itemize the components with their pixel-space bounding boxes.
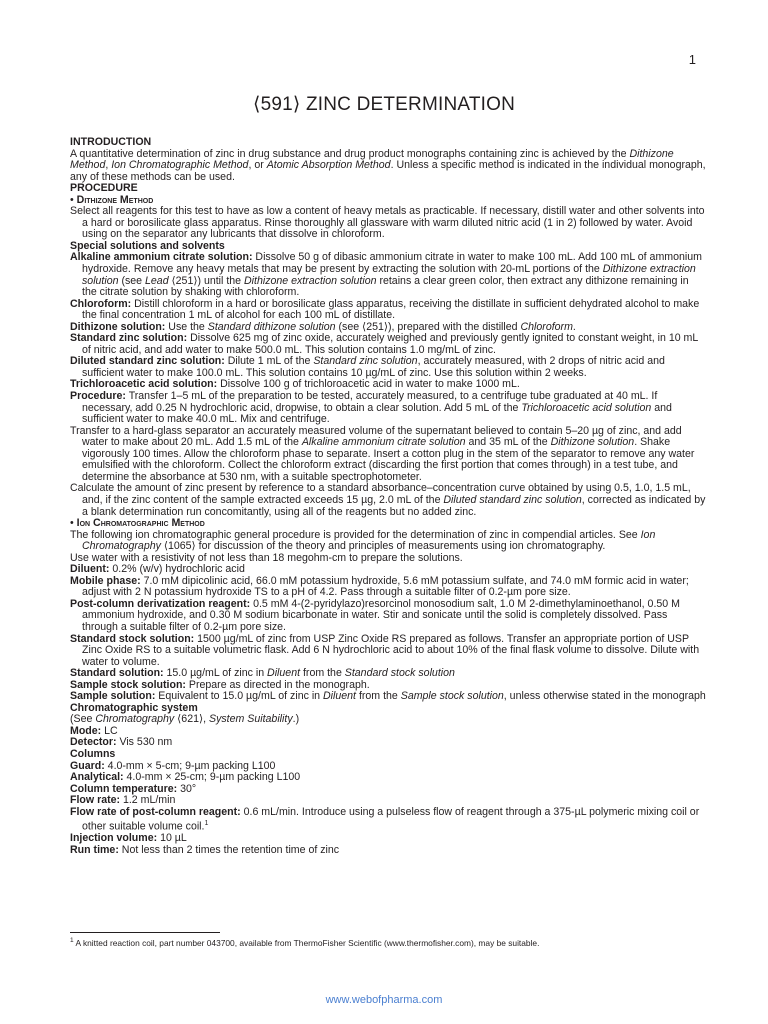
procedure-heading: PROCEDURE <box>70 182 138 195</box>
special-solutions-heading: Special solutions and solvents <box>70 239 225 252</box>
intro-paragraph: A quantitative determination of zinc in drug substance and drug product monographs containing zinc is achieved by the Dithizone Method, Ion Chromatographic Method, or Atomic Absorption Method. Unless a specific method is indicated in the individual monograph, any of these methods can be used. <box>70 147 706 183</box>
chloroform-solution: Chloroform: Distill chloroform in a hard or borosilicate glass apparatus, receiving the distillate in sufficient dehydrated alcohol to make the final concentration 1 mL of alcohol for each 100 mL of distillate. <box>70 297 700 322</box>
footnote: $^1$ A knitted reaction coil, part number 043700, available from ThermoFisher Scientific (www.thermofisher.com), may be suitable. <box>70 937 540 948</box>
detector: Detector: Vis 530 nm <box>70 736 173 749</box>
footnote-divider <box>70 932 220 933</box>
post-column-flow-rate: Flow rate of post-column reagent: 0.6 mL/min. Introduce using a pulseless flow of reagent through a 375-µL polymeric mixing coil or other suitable volume coil.$^1$ <box>70 805 700 833</box>
mobile-phase: Mobile phase: 7.0 mM dipicolinic acid, 66.0 mM potassium hydroxide, 5.6 mM potassium sulfate, and 74.0 mM formic acid in water; adjust with 2 N potassium hydroxide TS to a pH of 4.2. Pass through a suitable filter of 0.2-µm pore size. <box>70 574 689 599</box>
sample-stock-solution: Sample stock solution: Prepare as directed in the monograph. <box>70 678 370 691</box>
diluted-zinc-solution: Diluted standard zinc solution: Dilute 1 mL of the Standard zinc solution, accurately measured, with 2 drops of nitric acid and sufficient water to make 100.0 mL. This solution contains 10 µg/mL of zinc. Use this solution within 2 weeks. <box>70 355 665 379</box>
column-temperature: Column temperature: 30° <box>70 782 197 795</box>
footnote-marker: 1 <box>70 937 74 944</box>
website-link[interactable]: www.webofpharma.com <box>325 994 443 1006</box>
ion-heading: • Ion Chromatographic Method <box>70 517 205 530</box>
ion-intro: The following ion chromatographic general procedure is provided for the determination of zinc in compendial articles. See Ion Chromatography ⟨1065⟩ for discussion of the theory and principles of measurements using ion chromatography. <box>70 528 656 553</box>
chromatographic-system-heading: Chromatographic system <box>70 701 198 714</box>
trichloroacetic-solution: Trichloroacetic acid solution: Dissolve 100 g of trichloroacetic acid in water to make 1000 mL. <box>70 378 520 391</box>
chromatography-reference: (See Chromatography ⟨621⟩, System Suitability.) <box>70 713 300 726</box>
citrate-solution: Alkaline ammonium citrate solution: Dissolve 50 g of dibasic ammonium citrate in water to make 100 mL. Add 100 mL of ammonium hydroxide. Remove any heavy metals that may be present by extracting the solution with 20-mL portions of the Dithizone extraction solution (see Lead ⟨251⟩) until the Dithizone extraction solution retains a clear green color, then extract any dithizone remaining in the citrate solution by shaking with chloroform. <box>70 251 702 299</box>
standard-stock-solution: Standard stock solution: 1500 µg/mL of zinc from USP Zinc Oxide RS prepared as follows. Transfer an appropriate portion of USP Zinc Oxide RS to a suitable volumetric flask. Add 6 N hydrochloric acid to about 10% of the final flask volume to dissolve. Dilute with water to volume. <box>70 632 700 668</box>
water-note: Use water with a resistivity of not less than 18 megohm-cm to prepare the solutions. <box>70 551 463 564</box>
sample-solution: Sample solution: Equivalent to 15.0 µg/mL of zinc in Diluent from the Sample stock solution, unless otherwise stated in the monograph <box>70 690 706 703</box>
flow-rate: Flow rate: 1.2 mL/min <box>70 794 176 807</box>
intro-heading: INTRODUCTION <box>70 136 152 148</box>
footnote-ref: 1 <box>204 820 209 828</box>
post-column-reagent: Post-column derivatization reagent: 0.5 mM 4-(2-pyridylazo)resorcinol monosodium salt, 1.0 M 2-dimethylaminoethanol, 0.50 M ammonium hydroxide, and 0.30 M sodium bicarbonate in water. Stir and sonicate until the solid is completely dissolved. Pass through a suitable filter of 0.2-µm pore size. <box>70 597 680 633</box>
analytical-column: Analytical: 4.0-mm × 25-cm; 9-µm packing L100 <box>70 771 301 784</box>
transfer-paragraph: Transfer to a hard-glass separator an accurately measured volume of the supernatant believed to contain 5–20 µg of zinc, and add water to make about 20 mL. Add 1.5 mL of the Alkaline ammonium citrate solution and 35 mL of the Dithizone solution. Shake vigorously 100 times. Allow the chloroform phase to separate. Insert a cotton plug in the stem of the separator to remove any water emulsified with the chloroform. Collect the chloroform extract (discarding the first portion that comes through) in a test tube, and determine the absorbance at 530 nm, with a suitable spectrophotometer. <box>70 424 695 483</box>
injection-volume: Injection volume: 10 µL <box>70 832 187 845</box>
dithizone-heading: • Dithizone Method <box>70 193 154 206</box>
calculate-paragraph: Calculate the amount of zinc present by reference to a standard absorbance–concentration curve obtained by using 0.5, 1.0, 1.5 mL, and, if the zinc content of the sample extracted exceeds 15 µg, 2.0 mL of the Diluted standard zinc solution, corrected as indicated by a blank determination run concomitantly, using all of the reagents but no added zinc. <box>70 482 706 518</box>
dithizone-procedure: Procedure: Transfer 1–5 mL of the preparation to be tested, accurately measured, to a centrifuge tube graduated at 40 mL. If necessary, add 0.25 N hydrochloric acid, dropwise, to obtain a clear solution. Add 5 mL of the Trichloroacetic acid solution and sufficient water to make 40.0 mL. Mix and centrifuge. <box>70 390 672 426</box>
guard-column: Guard: 4.0-mm × 5-cm; 9-µm packing L100 <box>70 759 276 772</box>
bullet-icon: • <box>70 517 74 530</box>
columns-heading: Columns <box>70 747 116 760</box>
page-number: 1 <box>688 52 696 67</box>
run-time: Run time: Not less than 2 times the retention time of zinc <box>70 843 340 856</box>
standard-solution: Standard solution: 15.0 µg/mL of zinc in Diluent from the Standard stock solution <box>70 667 455 680</box>
standard-zinc-solution: Standard zinc solution: Dissolve 625 mg of zinc oxide, accurately weighed and previously gently ignited to constant weight, in 10 mL of nitric acid, and add water to make 500.0 mL. This solution contains 1.0 mg/mL of zinc. <box>70 332 698 356</box>
diluent: Diluent: 0.2% (w/v) hydrochloric acid <box>70 563 245 576</box>
document-body <box>70 137 706 856</box>
dithizone-intro: Select all reagents for this test to have as low a content of heavy metals as practicable. If necessary, distill water and other solvents into a hard or borosilicate glass apparatus. Rinse thoroughly all glassware with warm diluted nitric acid (1 in 2) followed by water. Avoid using on the separator any lubricants that dissolve in chloroform. <box>70 205 705 241</box>
bullet-icon: • <box>70 193 74 206</box>
dithizone-solution: Dithizone solution: Use the Standard dithizone solution (see ⟨251⟩), prepared with the distilled Chloroform. <box>70 320 576 333</box>
mode: Mode: LC <box>70 724 118 737</box>
page-title: ⟨591⟩ ZINC DETERMINATION <box>252 94 516 115</box>
